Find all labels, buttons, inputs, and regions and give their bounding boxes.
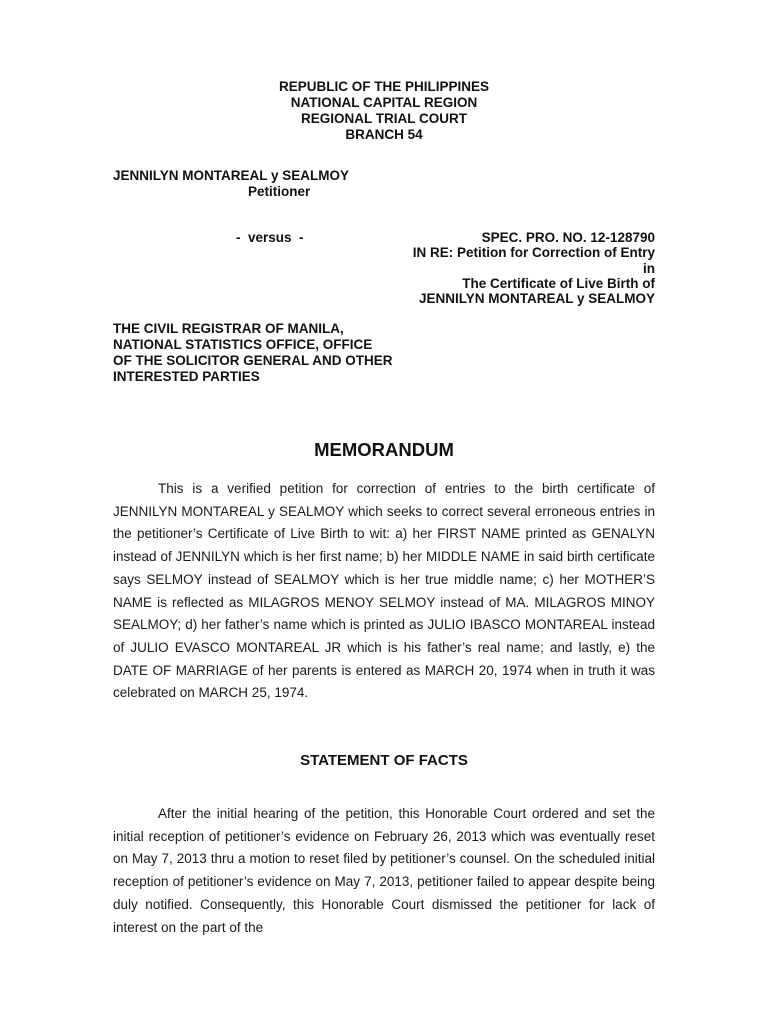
case-caption-line1: IN RE: Petition for Correction of Entry <box>412 245 655 260</box>
case-caption-line4: JENNILYN MONTAREAL y SEALMOY <box>418 291 655 306</box>
case-caption-line3: The Certificate of Live Birth of <box>462 276 655 291</box>
case-caption-line2: in <box>643 261 655 276</box>
respondent-line: OF THE SOLICITOR GENERAL AND OTHER <box>113 353 393 368</box>
header-branch: BRANCH 54 <box>345 127 423 142</box>
petitioner-role: Petitioner <box>248 184 311 199</box>
intro-paragraph: This is a verified petition for correction of entries to the birth certificate of JENNILYN MONTAREAL y SEALMOY which seeks to correct several erroneous entries in the petitioner’s Certificate of Live Birth to wit: a) her FIRST NAME printed as GENALYN instead of JENNILYN which is her first name; b) her MIDDLE NAME in said birth certificate says SELMOY instead of SEALMOY which is her true middle name; c) her MOTHER’S NAME is reflected as MILAGROS MENOY SELMOY instead of MA. MILAGROS MINOY SEALMOY; d) her father’s name which is printed as JULIO IBASCO MONTAREAL instead of JULIO EVASCO MONTAREAL JR which is his father’s real name; and lastly, e) the DATE OF MARRIAGE of her parents is entered as MARCH 20, 1974 when in truth it was celebrated on MARCH 25, 1974. <box>113 481 655 701</box>
facts-paragraph: After the initial hearing of the petition, this Honorable Court ordered and set the initial reception of petitioner’s evidence on February 26, 2013 which was eventually reset on May 7, 2013 thru a motion to reset filed by petitioner’s counsel. On the scheduled initial reception of petitioner’s evidence on May 7, 2013, petitioner failed to appear despite being duly notified. Consequently, this Honorable Court dismissed the petitioner for lack of interest on the part of the <box>113 806 655 935</box>
header-court: REGIONAL TRIAL COURT <box>300 111 467 126</box>
case-number: SPEC. PRO. NO. 12-128790 <box>481 230 655 245</box>
respondents-block <box>113 321 393 385</box>
respondent-line: NATIONAL STATISTICS OFFICE, OFFICE <box>113 337 373 352</box>
memorandum-title: MEMORANDUM <box>314 439 454 460</box>
header-region: NATIONAL CAPITAL REGION <box>290 95 478 110</box>
petitioner-name: JENNILYN MONTAREAL y SEALMOY <box>113 168 350 183</box>
respondent-line: INTERESTED PARTIES <box>113 369 260 384</box>
versus-label: - versus - <box>236 230 304 245</box>
statement-of-facts-title: STATEMENT OF FACTS <box>300 752 468 769</box>
respondent-line: THE CIVIL REGISTRAR OF MANILA, <box>113 321 344 336</box>
header-republic: REPUBLIC OF THE PHILIPPINES <box>278 79 490 94</box>
